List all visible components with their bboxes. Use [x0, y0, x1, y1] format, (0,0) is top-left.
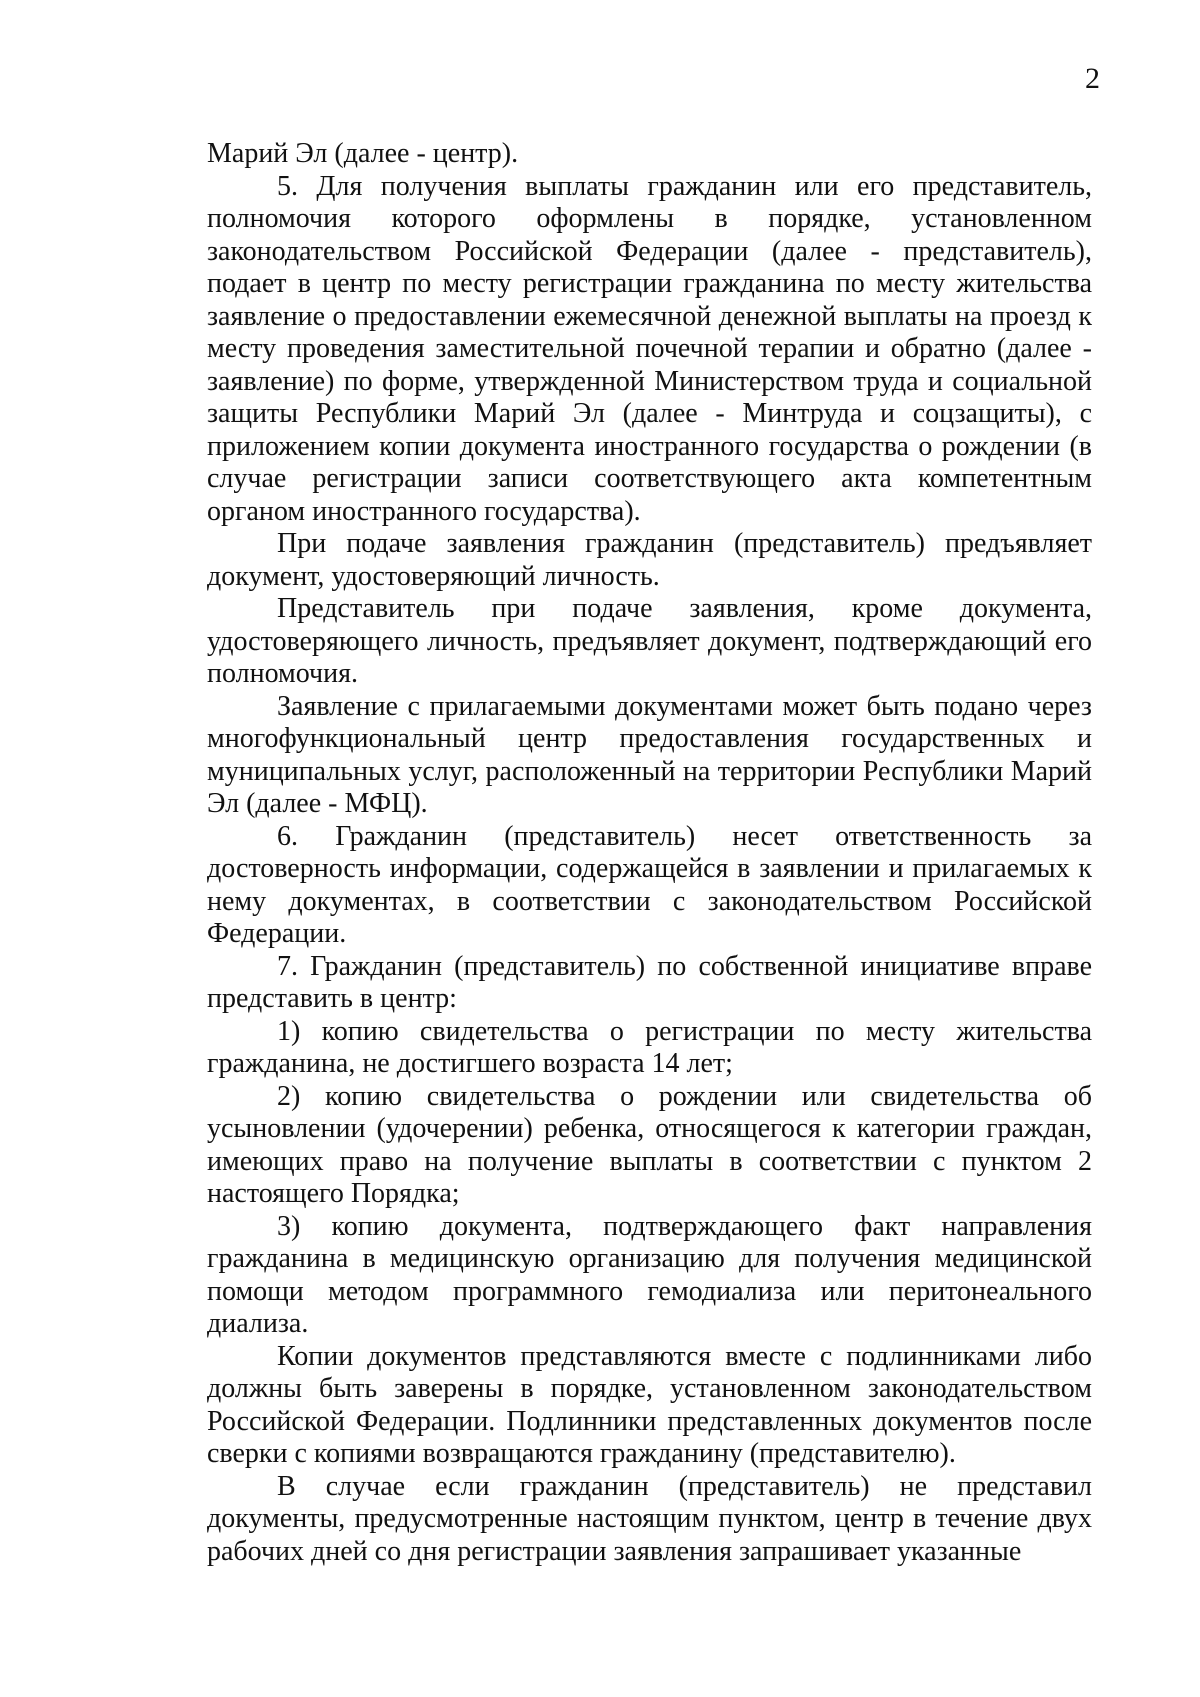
paragraph-9: В случае если гражданин (представитель) не представил документы, предусмотренные настоящим пунктом, центр в течение двух рабочих дней со дня регистрации заявления запрашивает указанные — [207, 1470, 1092, 1567]
paragraph-6: 6. Гражданин (представитель) несет ответственность за достоверность информации, содержащейся в заявлении и прилагаемых к нему документах, в соответствии с законодательством Российской Федерации. — [207, 820, 1092, 949]
document-body — [207, 138, 1092, 1568]
paragraph-4: Представитель при подаче заявления, кроме документа, удостоверяющего личность, предъявляет документ, подтверждающий его полномочия. — [207, 593, 1092, 689]
list-item-1: 1) копию свидетельства о регистрации по месту жительства гражданина, не достигшего возраста 14 лет; — [207, 1015, 1092, 1079]
page-number: 2 — [1085, 62, 1100, 95]
list-item-2: 2) копию свидетельства о рождении или свидетельства об усыновлении (удочерении) ребенка, относящегося к категории граждан, имеющих право на получение выплаты в соответствии с пунктом 2 настоящего Порядка; — [207, 1080, 1092, 1209]
paragraph-3: При подаче заявления гражданин (представитель) предъявляет документ, удостоверяющий личность. — [207, 528, 1092, 592]
list-item-3: 3) копию документа, подтверждающего факт направления гражданина в медицинскую организацию для получения медицинской помощи методом программного гемодиализа или перитонеального диализа. — [207, 1210, 1092, 1339]
paragraph-1: Марий Эл (далее - центр). — [207, 138, 519, 169]
paragraph-2: 5. Для получения выплаты гражданин или его представитель, полномочия которого оформлены в порядке, установленном законодательством Российской Федерации (далее - представитель), подает в центр по месту регистрации гражданина по месту жительства заявление о предоставлении ежемесячной денежной выплаты на проезд к месту проведения заместительной почечной терапии и обратно (далее - заявление) по форме, утвержденной Министерством труда и социальной защиты Республики Марий Эл (далее - Минтруда и соцзащиты), с приложением копии документа иностранного государства о рождении (в случае регистрации записи соответствующего акта компетентным органом иностранного государства). — [207, 170, 1092, 527]
paragraph-8: Копии документов представляются вместе с подлинниками либо должны быть заверены в порядке, установленном законодательством Российской Федерации. Подлинники представленных документов после сверки с копиями возвращаются гражданину (представителю). — [207, 1340, 1092, 1469]
paragraph-5: Заявление с прилагаемыми документами может быть подано через многофункциональный центр предоставления государственных и муниципальных услуг, расположенный на территории Республики Марий Эл (далее - МФЦ). — [207, 690, 1092, 819]
paragraph-7: 7. Гражданин (представитель) по собственной инициативе вправе представить в центр: — [207, 950, 1092, 1014]
